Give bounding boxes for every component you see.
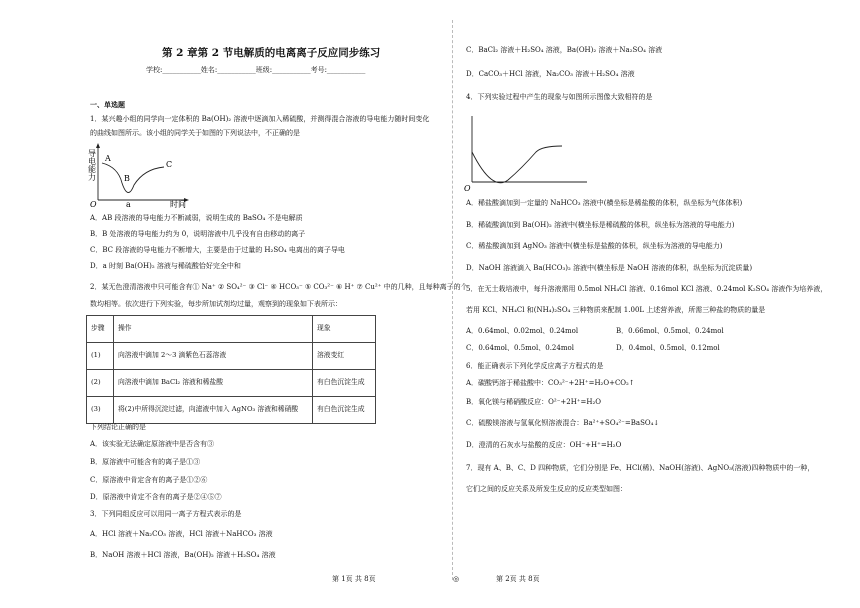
q1-graph-point-a: A — [105, 154, 111, 163]
q3-option-b: B．NaOH 溶液＋HCl 溶液，Ba(OH)₂ 溶液＋H₂SO₄ 溶液 — [90, 551, 276, 559]
q1-option-d: D．a 时刻 Ba(OH)₂ 溶液与稀硫酸恰好完全中和 — [90, 262, 241, 270]
q3-option-a: A．HCl 溶液＋Na₂CO₃ 溶液，HCl 溶液＋NaHCO₃ 溶液 — [90, 530, 273, 538]
table-header-row — [87, 316, 376, 343]
q3-stem: 3．下列同组反应可以用同一离子方程式表示的是 — [90, 510, 242, 518]
q1-stem-line1: 1．某兴趣小组的同学向一定体积的 Ba(OH)₂ 溶液中逐滴加入稀硫酸，并测得混合溶液的导电能力随时间变化 — [90, 115, 430, 123]
q5-option-b: B．0.66mol、0.5mol、0.24mol — [616, 327, 724, 335]
q2-option-c: C．原溶液中肯定含有的离子是①②⑥ — [90, 476, 208, 484]
q5-option-a: A．0.64mol、0.02mol、0.24mol — [466, 327, 579, 335]
table-cell: 将(2)中所得沉淀过滤，向滤液中加入 AgNO₃ 溶液和稀硝酸 — [114, 397, 313, 424]
table-row — [87, 397, 376, 424]
table-cell: (3) — [87, 397, 114, 424]
q2-stem-line2: 数均相等。依次进行下列实验，每步所加试剂均过量，观察到的现象如下表所示： — [90, 300, 342, 308]
q7-stem-line1: 7．现有 A、B、C、D 四种物质，它们分别是 Fe、HCl(稀)、NaOH(溶液)、AgNO₃(溶液)四种物质中的一种， — [466, 464, 815, 472]
table-cell: 有白色沉淀生成 — [313, 397, 376, 424]
q1-graph-ylabel: 导电能力 — [88, 149, 97, 181]
table-cell: 向溶液中滴加 BaCl₂ 溶液和稀盐酸 — [114, 370, 313, 397]
table-cell: 有白色沉淀生成 — [313, 370, 376, 397]
q1-option-c: C．BC 段溶液的导电能力不断增大，主要是由于过量的 H₂SO₄ 电离出的离子导电 — [90, 246, 345, 254]
q2-steps-table — [86, 315, 376, 424]
q4-option-d: D．NaOH 溶液滴入 Ba(HCO₃)₂ 溶液中(横坐标是 NaOH 溶液的体积，纵坐标为沉淀质量) — [466, 264, 753, 272]
q1-graph-point-b: B — [124, 174, 130, 183]
footer-center-mark: ◎ — [453, 575, 460, 583]
table-row — [87, 370, 376, 397]
q4-graph-origin: O — [464, 184, 471, 192]
table-cell: 溶液变红 — [313, 343, 376, 370]
q1-graph-point-c: C — [166, 160, 173, 169]
footer-page-left: 第 1页 共 8页 — [332, 575, 376, 583]
right-page — [430, 0, 860, 608]
q4-option-a: A．稀盐酸滴加到一定量的 NaHCO₃ 溶液中(横坐标是稀盐酸的体积，纵坐标为气体体积) — [466, 199, 743, 207]
q3-option-c: C．BaCl₂ 溶液＋H₂SO₄ 溶液，Ba(OH)₂ 溶液＋Na₂SO₄ 溶液 — [466, 46, 663, 54]
q6-option-d: D．澄清的石灰水与盐酸的反应：OH⁻+H⁺=H₂O — [466, 441, 622, 449]
q5-option-d: D．0.4mol、0.5mol、0.12mol — [616, 344, 720, 352]
q6-stem: 6．能正确表示下列化学反应离子方程式的是 — [466, 362, 604, 370]
q2-option-b: B．原溶液中可能含有的离子是①③ — [90, 458, 201, 466]
q2-option-d: D．原溶液中肯定不含有的离子是②④⑤⑦ — [90, 493, 222, 501]
table-header-cell: 操作 — [114, 316, 313, 343]
q1-graph-point-a-lower: a — [126, 200, 131, 208]
table-header-cell: 步骤 — [87, 316, 114, 343]
q2-stem-line1: 2．某无色澄清溶液中只可能含有① Na⁺ ② SO₄²⁻ ③ Cl⁻ ④ HCO₃⁻ ⑤ CO₃²⁻ ⑥ H⁺ ⑦ Cu²⁺ 中的几种，且每种离子的个 — [90, 283, 468, 291]
q6-option-c: C．硫酸镁溶液与氢氧化钡溶液混合：Ba²⁺+SO₄²⁻=BaSO₄↓ — [466, 419, 660, 427]
q1-stem-line2: 的曲线如图所示。该小组的同学关于如图的下列说法中，不正确的是 — [90, 129, 300, 137]
q5-stem-line2: 若用 KCl、NH₄Cl 和(NH₄)₂SO₄ 三种物质来配制 1.00L 上述营养液，所需三种盐的物质的量是 — [466, 306, 766, 314]
q5-stem-line1: 5．在无土栽培液中，每升溶液需用 0.5mol NH₄Cl 溶液、0.16mol KCl 溶液、0.24mol K₂SO₄ 溶液作为培养液， — [466, 285, 828, 293]
q4-graph — [462, 112, 592, 192]
q4-option-b: B．稀硫酸滴加到 Ba(OH)₂ 溶液中(横坐标是稀硫酸的体积，纵坐标为溶液的导电能力) — [466, 221, 735, 229]
q2-option-a: A．该实验无法确定原溶液中是否含有③ — [90, 440, 215, 448]
q4-stem: 4．下列实验过程中产生的现象与如图所示图像大致相符的是 — [466, 93, 653, 101]
page-title: 第 2 章第 2 节电解质的电离离子反应同步练习 — [162, 47, 381, 59]
table-cell: 向溶液中滴加 2～3 滴紫色石蕊溶液 — [114, 343, 313, 370]
q4-option-c: C．稀盐酸滴加到 AgNO₃ 溶液中(横坐标是盐酸的体积，纵坐标为溶液的导电能力) — [466, 242, 723, 250]
q1-graph-xlabel: 时间 — [170, 200, 186, 208]
q1-option-a: A．AB 段溶液的导电能力不断减弱，说明生成的 BaSO₄ 不是电解质 — [90, 214, 303, 222]
table-cell: (2) — [87, 370, 114, 397]
footer-page-right: 第 2页 共 8页 — [496, 575, 540, 583]
q1-conductivity-graph — [88, 143, 198, 208]
q2-lead: 下列结论正确的是 — [90, 423, 146, 431]
q1-graph-origin: O — [90, 200, 97, 208]
student-info-line: 学校:___________姓名:___________班级:___________考号:___________ — [146, 66, 366, 74]
table-row — [87, 343, 376, 370]
section-heading: 一、单选题 — [90, 100, 125, 109]
q1-option-b: B．B 处溶液的导电能力约为 0，说明溶液中几乎没有自由移动的离子 — [90, 230, 306, 238]
q5-option-c: C．0.64mol、0.5mol、0.24mol — [466, 344, 574, 352]
table-header-cell: 现象 — [313, 316, 376, 343]
q7-stem-line2: 它们之间的反应关系及所发生反应的反应类型如图： — [466, 485, 627, 493]
table-cell: (1) — [87, 343, 114, 370]
q6-option-a: A．碳酸钙溶于稀盐酸中：CO₃²⁻+2H⁺=H₂O+CO₂↑ — [466, 379, 635, 387]
q6-option-b: B．氧化镁与稀硝酸反应：O²⁻+2H⁺=H₂O — [466, 398, 602, 406]
q3-option-d: D．CaCO₃＋HCl 溶液，Na₂CO₃ 溶液＋H₂SO₄ 溶液 — [466, 70, 635, 78]
